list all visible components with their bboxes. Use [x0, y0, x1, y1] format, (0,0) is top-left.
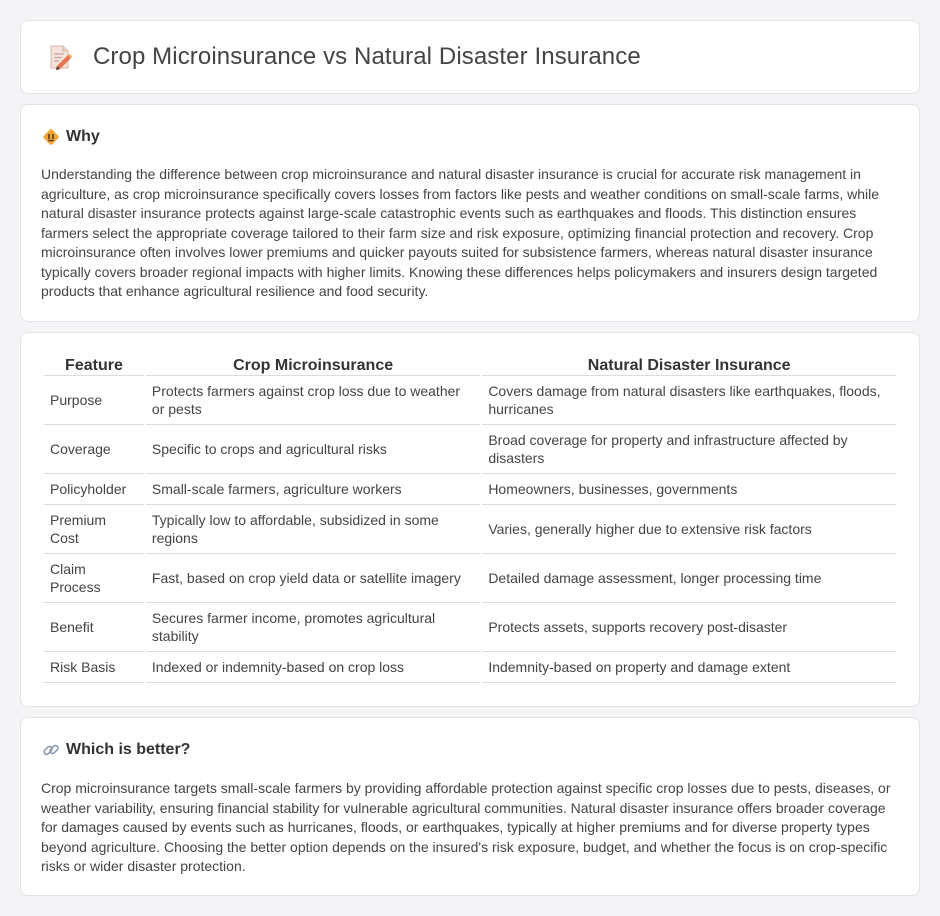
disaster-cell: Homeowners, businesses, governments: [482, 474, 896, 505]
crop-cell: Indexed or indemnity-based on crop loss: [146, 652, 480, 683]
table-row: [44, 425, 896, 474]
table-row: [44, 603, 896, 652]
disaster-cell: Covers damage from natural disasters like earthquakes, floods, hurricanes: [482, 376, 896, 425]
disaster-cell: Broad coverage for property and infrastructure affected by disasters: [482, 425, 896, 474]
feature-cell: Risk Basis: [44, 652, 144, 683]
feature-cell: Policyholder: [44, 474, 144, 505]
disaster-cell: Detailed damage assessment, longer processing time: [482, 554, 896, 603]
which-is-better-section: [20, 717, 920, 896]
header-natural-disaster-insurance: Natural Disaster Insurance: [482, 354, 896, 376]
which-is-better-paragraph: Crop microinsurance targets small-scale farmers by providing affordable protection against specific crop losses due to pests, diseases, or weather variability, ensuring financial stability for vulnerable agricultural communities. Natural disaster insurance offers broader coverage for damages caused by events such as hurricanes, floods, or earthquakes, typically at higher premiums and for diverse property types beyond agriculture. Choosing the better option depends on the insured's risk exposure, budget, and whether the focus is on crop-specific risks or wider disaster protection.: [41, 780, 891, 874]
why-title: Why: [66, 128, 100, 145]
disaster-cell: Indemnity-based on property and damage extent: [482, 652, 896, 683]
header-crop-microinsurance: Crop Microinsurance: [146, 354, 480, 376]
page-title: Crop Microinsurance vs Natural Disaster Insurance: [93, 43, 641, 70]
feature-cell: Purpose: [44, 376, 144, 425]
table-row: [44, 505, 896, 554]
feature-cell: Claim Process: [44, 554, 144, 603]
crop-cell: Typically low to affordable, subsidized in some regions: [146, 505, 480, 554]
link-icon: [42, 741, 60, 759]
crop-cell: Small-scale farmers, agriculture workers: [146, 474, 480, 505]
diamond-warning-icon: [42, 128, 60, 146]
why-section: [20, 104, 920, 322]
crop-cell: Specific to crops and agricultural risks: [146, 425, 480, 474]
which-is-better-title: Which is better?: [66, 741, 191, 758]
table-header-row: [44, 354, 896, 376]
table-row: [44, 652, 896, 683]
comparison-table: [42, 354, 898, 683]
header-card: [20, 20, 920, 94]
why-paragraph: Understanding the difference between crop microinsurance and natural disaster insurance is crucial for accurate risk management in agriculture, as crop microinsurance specifically covers losses from factors like pests and weather conditions on small-scale farms, while natural disaster insurance protects against large-scale catastrophic events such as earthquakes and floods. This distinction ensures farmers select the appropriate coverage tailored to their farm size and risk exposure, optimizing financial protection and recovery. Crop microinsurance often involves lower premiums and quicker payouts suited for subsistence farmers, whereas natural disaster insurance typically covers broader regional impacts with higher limits. Knowing these differences helps policymakers and insurers design targeted products that enhance agricultural resilience and food security.: [41, 166, 879, 299]
feature-cell: Premium Cost: [44, 505, 144, 554]
disaster-cell: Protects assets, supports recovery post-disaster: [482, 603, 896, 652]
crop-cell: Secures farmer income, promotes agricultural stability: [146, 603, 480, 652]
document-pencil-icon: [48, 44, 72, 70]
feature-cell: Benefit: [44, 603, 144, 652]
crop-cell: Protects farmers against crop loss due to weather or pests: [146, 376, 480, 425]
comparison-section: [20, 332, 920, 707]
table-row: [44, 376, 896, 425]
table-row: [44, 554, 896, 603]
feature-cell: Coverage: [44, 425, 144, 474]
disaster-cell: Varies, generally higher due to extensive risk factors: [482, 505, 896, 554]
table-row: [44, 474, 896, 505]
header-feature: Feature: [44, 354, 144, 376]
crop-cell: Fast, based on crop yield data or satellite imagery: [146, 554, 480, 603]
